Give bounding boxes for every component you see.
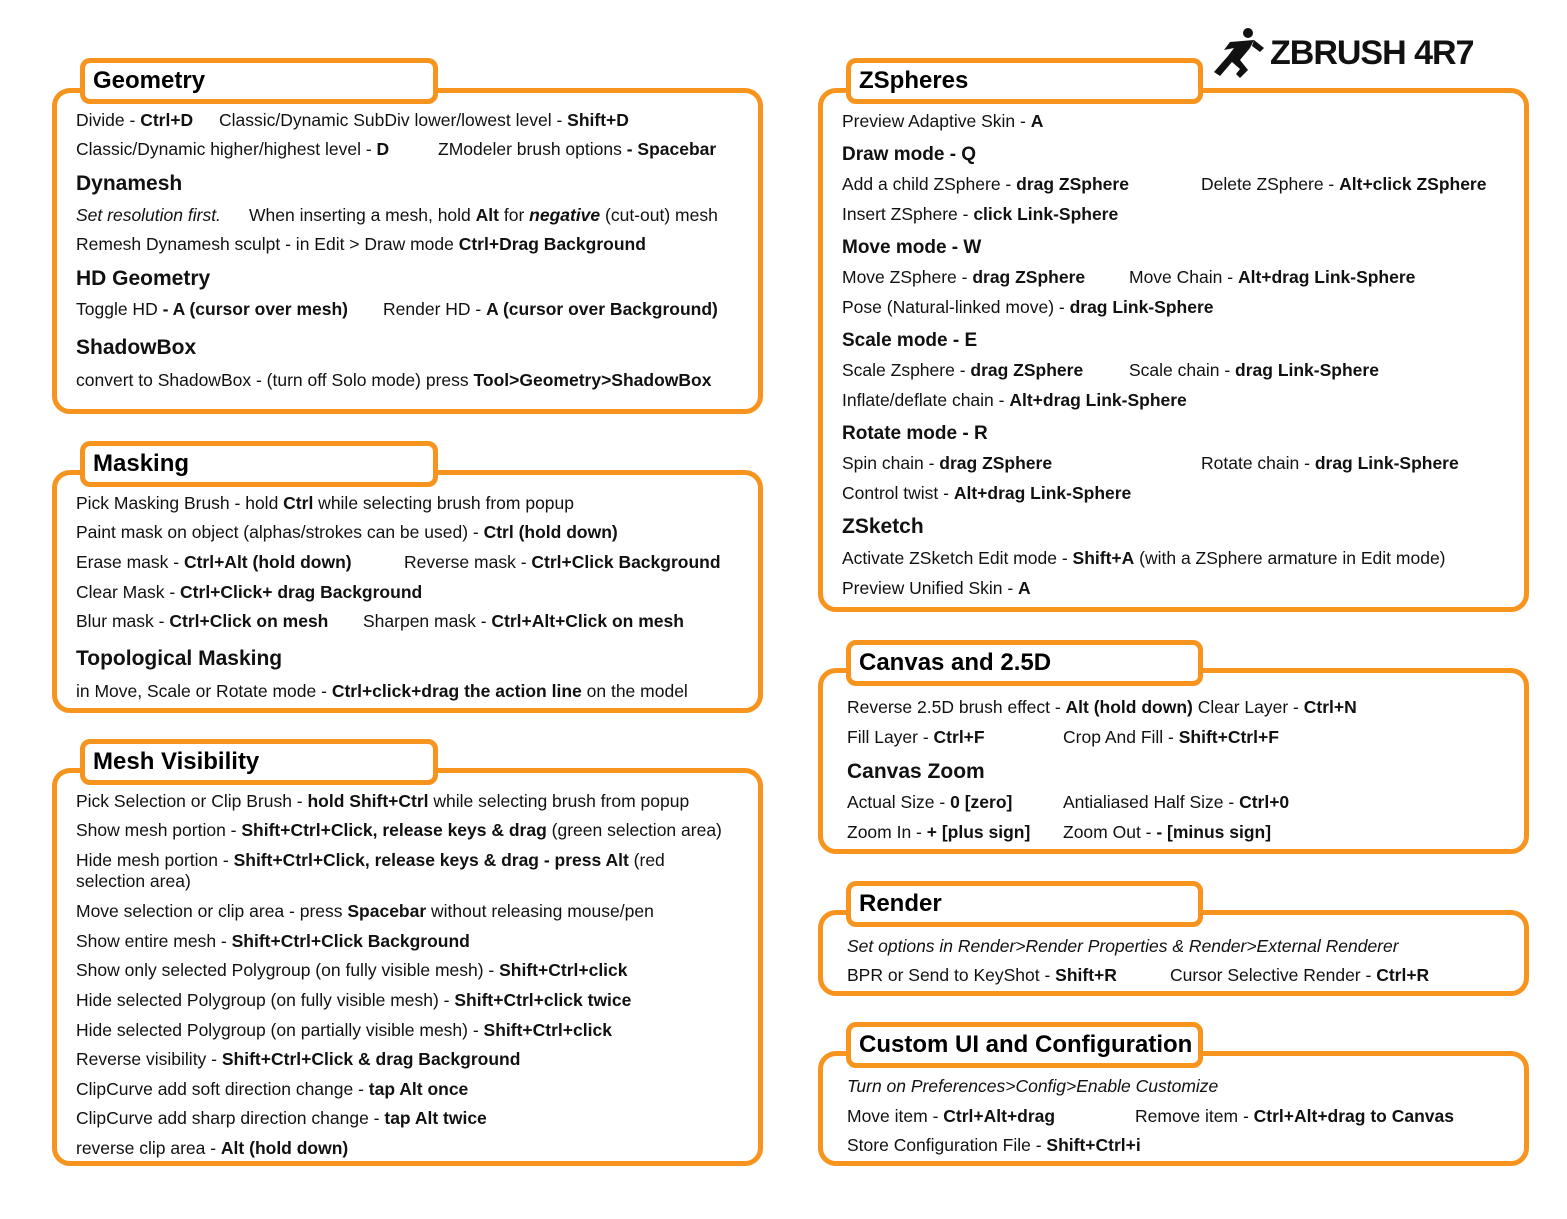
render-line: Cursor Selective Render - Ctrl+R xyxy=(1170,965,1430,985)
mesh-line: Show mesh portion - Shift+Ctrl+Click, release keys & drag (green selection area) xyxy=(76,820,722,840)
mesh-line: Move selection or clip area - press Spacebar without releasing mouse/pen xyxy=(76,901,654,921)
geometry-line: Classic/Dynamic higher/highest level - D xyxy=(76,139,390,159)
shadowbox-heading: ShadowBox xyxy=(76,336,197,359)
mesh-line: Hide selected Polygroup (on fully visible mesh) - Shift+Ctrl+click twice xyxy=(76,990,632,1010)
masking-line: Paint mask on object (alphas/strokes can be used) - Ctrl (hold down) xyxy=(76,522,618,542)
geometry-line: When inserting a mesh, hold Alt for negative (cut-out) mesh xyxy=(249,205,718,225)
geometry-line: Set resolution first. xyxy=(76,205,221,225)
zspheres-line: Control twist - Alt+drag Link-Sphere xyxy=(842,483,1132,503)
geometry-line: convert to ShadowBox - (turn off Solo mode) press Tool>Geometry>ShadowBox xyxy=(76,370,712,390)
render-title: Render xyxy=(846,881,1203,927)
zspheres-line: Preview Unified Skin - A xyxy=(842,578,1031,598)
geometry-line: Toggle HD - A (cursor over mesh) xyxy=(76,299,348,319)
canvas-line: Actual Size - 0 [zero] xyxy=(847,792,1013,812)
canvas-line: Fill Layer - Ctrl+F xyxy=(847,727,985,747)
custom-line: Store Configuration File - Shift+Ctrl+i xyxy=(847,1135,1141,1155)
geometry-line: Remesh Dynamesh sculpt - in Edit > Draw mode Ctrl+Drag Background xyxy=(76,234,646,254)
zsketch-heading: ZSketch xyxy=(842,515,924,538)
canvas-line: Reverse 2.5D brush effect - Alt (hold down) Clear Layer - Ctrl+N xyxy=(847,697,1357,717)
mesh-line: Pick Selection or Clip Brush - hold Shift+Ctrl while selecting brush from popup xyxy=(76,791,690,811)
logo-text: ZBRUSH 4R7 xyxy=(1270,34,1474,72)
geometry-line: Render HD - A (cursor over Background) xyxy=(383,299,718,319)
mesh-line: Hide selected Polygroup (on partially visible mesh) - Shift+Ctrl+click xyxy=(76,1020,612,1040)
zspheres-line: Move Chain - Alt+drag Link-Sphere xyxy=(1129,267,1416,287)
zspheres-line: Spin chain - drag ZSphere xyxy=(842,453,1053,473)
zbrush-logo xyxy=(1210,26,1474,82)
running-figure-icon xyxy=(1210,26,1268,82)
zspheres-line: Move ZSphere - drag ZSphere xyxy=(842,267,1086,287)
mesh-line: Reverse visibility - Shift+Ctrl+Click & drag Background xyxy=(76,1049,521,1069)
zspheres-line: Scale chain - drag Link-Sphere xyxy=(1129,360,1379,380)
mesh-line: ClipCurve add sharp direction change - tap Alt twice xyxy=(76,1108,487,1128)
canvas-line: Zoom In - + [plus sign] xyxy=(847,822,1031,842)
zspheres-line: Scale Zsphere - drag ZSphere xyxy=(842,360,1084,380)
geometry-title: Geometry xyxy=(80,58,438,104)
scale-mode-heading: Scale mode - E xyxy=(842,330,978,351)
custom-line: Remove item - Ctrl+Alt+drag to Canvas xyxy=(1135,1106,1454,1126)
custom-line: Turn on Preferences>Config>Enable Customize xyxy=(847,1076,1219,1096)
zspheres-line: Add a child ZSphere - drag ZSphere xyxy=(842,174,1129,194)
canvas-line: Zoom Out - - [minus sign] xyxy=(1063,822,1272,842)
hd-geometry-heading: HD Geometry xyxy=(76,267,211,290)
render-line: Set options in Render>Render Properties & Render>External Renderer xyxy=(847,936,1399,956)
masking-line: Sharpen mask - Ctrl+Alt+Click on mesh xyxy=(363,611,684,631)
geometry-line: Classic/Dynamic SubDiv lower/lowest level - Shift+D xyxy=(219,110,629,130)
zspheres-title: ZSpheres xyxy=(846,58,1203,104)
mesh-visibility-title: Mesh Visibility xyxy=(80,739,438,785)
canvas-title: Canvas and 2.5D xyxy=(846,640,1203,686)
mesh-line: ClipCurve add soft direction change - tap Alt once xyxy=(76,1079,469,1099)
mesh-line: Show only selected Polygroup (on fully visible mesh) - Shift+Ctrl+click xyxy=(76,960,628,980)
masking-line: Blur mask - Ctrl+Click on mesh xyxy=(76,611,329,631)
canvas-line: Crop And Fill - Shift+Ctrl+F xyxy=(1063,727,1279,747)
mesh-line: Hide mesh portion - Shift+Ctrl+Click, release keys & drag - press Alt (red xyxy=(76,850,665,870)
masking-line: Clear Mask - Ctrl+Click+ drag Background xyxy=(76,582,423,602)
masking-line: Reverse mask - Ctrl+Click Background xyxy=(404,552,721,572)
masking-title: Masking xyxy=(80,441,438,487)
zspheres-line: Inflate/deflate chain - Alt+drag Link-Sphere xyxy=(842,390,1187,410)
geometry-line: ZModeler brush options - Spacebar xyxy=(438,139,717,159)
topological-masking-heading: Topological Masking xyxy=(76,647,283,670)
masking-line: in Move, Scale or Rotate mode - Ctrl+click+drag the action line on the model xyxy=(76,681,688,701)
mesh-line: Show entire mesh - Shift+Ctrl+Click Background xyxy=(76,931,470,951)
zspheres-line: Rotate chain - drag Link-Sphere xyxy=(1201,453,1459,473)
geometry-line: Divide - Ctrl+D xyxy=(76,110,194,130)
custom-line: Move item - Ctrl+Alt+drag xyxy=(847,1106,1056,1126)
move-mode-heading: Move mode - W xyxy=(842,237,982,258)
render-line: BPR or Send to KeyShot - Shift+R xyxy=(847,965,1117,985)
canvas-zoom-heading: Canvas Zoom xyxy=(847,760,985,783)
masking-line: Pick Masking Brush - hold Ctrl while selecting brush from popup xyxy=(76,493,575,513)
zspheres-line: Activate ZSketch Edit mode - Shift+A (with a ZSphere armature in Edit mode) xyxy=(842,548,1446,568)
masking-line: Erase mask - Ctrl+Alt (hold down) xyxy=(76,552,352,572)
custom-ui-title: Custom UI and Configuration xyxy=(846,1022,1203,1068)
rotate-mode-heading: Rotate mode - R xyxy=(842,423,988,444)
zspheres-line: Insert ZSphere - click Link-Sphere xyxy=(842,204,1119,224)
canvas-line: Antialiased Half Size - Ctrl+0 xyxy=(1063,792,1290,812)
draw-mode-heading: Draw mode - Q xyxy=(842,144,977,165)
zspheres-line: Preview Adaptive Skin - A xyxy=(842,111,1044,131)
mesh-line: selection area) xyxy=(76,871,191,891)
mesh-line: reverse clip area - Alt (hold down) xyxy=(76,1138,349,1158)
dynamesh-heading: Dynamesh xyxy=(76,172,183,195)
zspheres-line: Pose (Natural-linked move) - drag Link-Sphere xyxy=(842,297,1214,317)
zspheres-line: Delete ZSphere - Alt+click ZSphere xyxy=(1201,174,1487,194)
